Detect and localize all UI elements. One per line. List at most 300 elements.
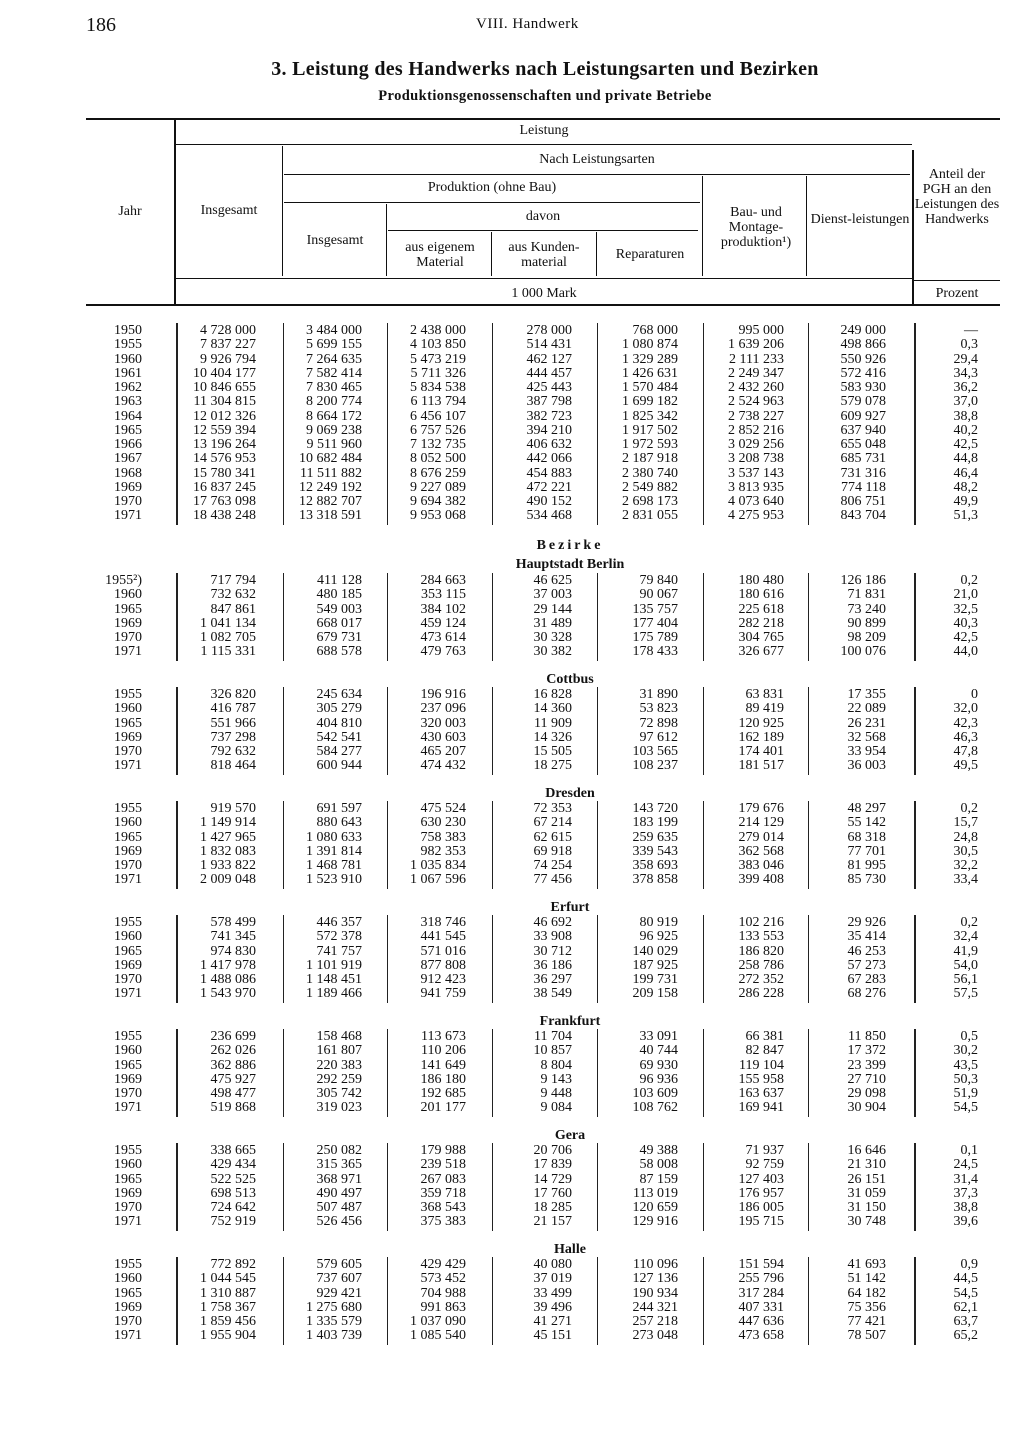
cell-reparaturen: 1 917 502: [622, 422, 678, 438]
cell-prod-insgesamt: 1 403 739: [306, 1328, 362, 1344]
cell-insgesamt: 698 513: [210, 1185, 256, 1201]
cell-bau: 186 005: [738, 1200, 784, 1215]
cell-prod-insgesamt: 411 128: [317, 573, 362, 588]
year-cell: 1961: [114, 365, 142, 381]
cell-kundenmaterial: 31 489: [533, 615, 572, 631]
cell-reparaturen: 31 890: [639, 687, 678, 702]
cell-insgesamt: 13 196 264: [193, 437, 256, 452]
cell-dienst: 68 276: [847, 986, 886, 1002]
year-cell: 1960: [114, 815, 142, 831]
col-davon: davon: [525, 209, 561, 224]
cell-anteil: 47,8: [953, 744, 978, 759]
cell-bau: 180 480: [738, 573, 784, 588]
cell-reparaturen: 96 925: [639, 929, 678, 945]
cell-eigenes-material: 430 603: [420, 729, 466, 745]
cell-bau: 179 676: [738, 801, 784, 816]
cell-anteil: 32,0: [953, 701, 978, 717]
cell-insgesamt: 724 642: [210, 1200, 256, 1215]
cell-eigenes-material: 9 953 068: [410, 508, 466, 524]
col-prod-insgesamt: Insgesamt: [306, 233, 364, 248]
cell-bau: 2 432 260: [728, 380, 784, 395]
col-kundenmaterial: aus Kunden-material: [508, 240, 580, 270]
year-cell: 1965: [114, 1057, 142, 1073]
cell-insgesamt: 1 082 705: [200, 630, 256, 645]
cell-bau: 399 408: [738, 872, 784, 888]
col-bau: Bau- und Montage-produktion¹): [720, 205, 792, 250]
cell-reparaturen: 80 919: [639, 915, 678, 930]
cell-prod-insgesamt: 1 335 579: [306, 1314, 362, 1329]
cell-insgesamt: 12 012 326: [193, 408, 256, 424]
cell-eigenes-material: 353 115: [421, 587, 466, 603]
cell-insgesamt: 1 933 822: [200, 858, 256, 873]
cell-eigenes-material: 359 718: [420, 1185, 466, 1201]
cell-dienst: 77 701: [847, 843, 886, 859]
cell-reparaturen: 244 321: [632, 1299, 678, 1315]
cell-kundenmaterial: 16 828: [533, 687, 572, 702]
cell-dienst: 26 231: [847, 715, 886, 731]
col-eigenes-material: aus eigenem Material: [405, 240, 475, 270]
cell-reparaturen: 127 136: [632, 1271, 678, 1287]
cell-prod-insgesamt: 12 882 707: [299, 494, 362, 509]
cell-bau: 279 014: [738, 829, 784, 845]
cell-insgesamt: 522 525: [210, 1171, 256, 1187]
cell-reparaturen: 2 831 055: [622, 508, 678, 524]
cell-prod-insgesamt: 668 017: [316, 615, 362, 631]
cell-dienst: 46 253: [847, 943, 886, 959]
cell-insgesamt: 17 763 098: [193, 494, 256, 509]
cell-bau: 258 786: [738, 957, 784, 973]
cell-dienst: 98 209: [847, 630, 886, 645]
cell-anteil: 32,5: [953, 601, 978, 617]
cell-prod-insgesamt: 1 391 814: [306, 843, 362, 859]
cell-prod-insgesamt: 542 541: [316, 729, 362, 745]
cell-anteil: 0,9: [960, 1257, 978, 1272]
cell-reparaturen: 2 380 740: [622, 465, 678, 481]
cell-kundenmaterial: 472 221: [526, 479, 572, 495]
cell-bau: 163 637: [738, 1086, 784, 1101]
cell-prod-insgesamt: 220 383: [316, 1057, 362, 1073]
header-rule: [284, 202, 700, 203]
year-cell: 1965: [114, 943, 142, 959]
cell-eigenes-material: 459 124: [420, 615, 466, 631]
cell-anteil: 46,3: [953, 729, 978, 745]
cell-dienst: 498 866: [840, 337, 886, 353]
cell-prod-insgesamt: 584 277: [316, 744, 362, 759]
year-cell: 1970: [114, 1086, 142, 1101]
cell-anteil: 30,5: [953, 843, 978, 859]
cell-anteil: 38,8: [953, 1200, 978, 1215]
district-name: Dresden: [545, 786, 595, 801]
cell-eigenes-material: 630 230: [420, 815, 466, 831]
cell-reparaturen: 259 635: [632, 829, 678, 845]
cell-bau: 447 636: [738, 1314, 784, 1329]
cell-kundenmaterial: 425 443: [526, 380, 572, 395]
cell-anteil: 33,4: [953, 872, 978, 888]
cell-anteil: 41,9: [953, 943, 978, 959]
cell-anteil: 51,9: [953, 1086, 978, 1101]
year-cell: 1955: [114, 915, 142, 930]
cell-dienst: 806 751: [840, 494, 886, 509]
page-number: 186: [86, 14, 116, 36]
cell-reparaturen: 339 543: [632, 843, 678, 859]
cell-bau: 4 073 640: [728, 494, 784, 509]
cell-reparaturen: 108 237: [632, 758, 678, 774]
cell-eigenes-material: 941 759: [420, 986, 466, 1002]
cell-prod-insgesamt: 929 421: [316, 1285, 362, 1301]
cell-kundenmaterial: 490 152: [526, 494, 572, 509]
cell-prod-insgesamt: 5 699 155: [306, 337, 362, 353]
cell-insgesamt: 1 417 978: [200, 957, 256, 973]
cell-anteil: 31,4: [953, 1171, 978, 1187]
cell-dienst: 32 568: [847, 729, 886, 745]
cell-prod-insgesamt: 245 634: [316, 687, 362, 702]
cell-dienst: 843 704: [840, 508, 886, 524]
cell-dienst: 583 930: [840, 380, 886, 395]
cell-reparaturen: 768 000: [632, 323, 678, 338]
cell-anteil: 46,4: [953, 465, 978, 481]
cell-reparaturen: 209 158: [632, 986, 678, 1002]
cell-insgesamt: 717 794: [210, 573, 256, 588]
cell-bau: 3 537 143: [728, 465, 784, 481]
cell-eigenes-material: 368 543: [420, 1200, 466, 1215]
cell-bau: 1 639 206: [728, 337, 784, 353]
cell-anteil: 65,2: [953, 1328, 978, 1344]
col-leistung: Leistung: [519, 123, 569, 138]
cell-anteil: 0,3: [960, 337, 978, 353]
cell-dienst: 55 142: [847, 815, 886, 831]
cell-anteil: 57,5: [953, 986, 978, 1002]
cell-reparaturen: 129 916: [632, 1214, 678, 1230]
cell-bau: 326 677: [738, 644, 784, 660]
cell-eigenes-material: 239 518: [420, 1157, 466, 1173]
year-cell: 1971: [114, 508, 142, 524]
cell-dienst: 22 089: [847, 701, 886, 717]
cell-eigenes-material: 141 649: [420, 1057, 466, 1073]
cell-reparaturen: 2 549 882: [622, 479, 678, 495]
year-cell: 1960: [114, 701, 142, 717]
cell-bau: 272 352: [738, 972, 784, 987]
cell-insgesamt: 974 830: [210, 943, 256, 959]
cell-bau: 995 000: [738, 323, 784, 338]
cell-eigenes-material: 179 988: [420, 1143, 466, 1158]
cell-prod-insgesamt: 8 200 774: [306, 394, 362, 410]
cell-anteil: 56,1: [953, 972, 978, 987]
cell-dienst: 35 414: [847, 929, 886, 945]
cell-eigenes-material: 912 423: [420, 972, 466, 987]
cell-anteil: 29,4: [953, 351, 978, 367]
cell-reparaturen: 97 612: [639, 729, 678, 745]
cell-prod-insgesamt: 12 249 192: [299, 479, 362, 495]
cell-prod-insgesamt: 737 607: [316, 1271, 362, 1287]
cell-eigenes-material: 571 016: [420, 943, 466, 959]
cell-prod-insgesamt: 158 468: [316, 1029, 362, 1044]
cell-dienst: 27 710: [847, 1071, 886, 1087]
cell-anteil: 30,2: [953, 1043, 978, 1059]
cell-eigenes-material: 113 673: [421, 1029, 466, 1044]
cell-eigenes-material: 5 473 219: [410, 351, 466, 367]
cell-dienst: 17 355: [847, 687, 886, 702]
cell-dienst: 67 283: [847, 972, 886, 987]
cell-kundenmaterial: 30 712: [533, 943, 572, 959]
year-cell: 1950: [114, 323, 142, 338]
cell-kundenmaterial: 534 468: [526, 508, 572, 524]
cell-insgesamt: 1 427 965: [200, 829, 256, 845]
col-jahr: Jahr: [118, 204, 142, 219]
cell-reparaturen: 358 693: [632, 858, 678, 873]
cell-reparaturen: 178 433: [632, 644, 678, 660]
cell-dienst: 36 003: [847, 758, 886, 774]
cell-insgesamt: 1 859 456: [200, 1314, 256, 1329]
cell-bau: 255 796: [738, 1271, 784, 1287]
cell-dienst: 81 995: [847, 858, 886, 873]
cell-kundenmaterial: 14 326: [533, 729, 572, 745]
cell-anteil: 40,2: [953, 422, 978, 438]
cell-bau: 133 553: [738, 929, 784, 945]
cell-insgesamt: 9 926 794: [200, 351, 256, 367]
cell-kundenmaterial: 18 285: [533, 1200, 572, 1215]
cell-dienst: 71 831: [847, 587, 886, 603]
cell-anteil: 42,5: [953, 630, 978, 645]
cell-reparaturen: 140 029: [632, 943, 678, 959]
cell-dienst: 68 318: [847, 829, 886, 845]
cell-bau: 3 208 738: [728, 451, 784, 467]
cell-bau: 362 568: [738, 843, 784, 859]
cell-dienst: 29 926: [847, 915, 886, 930]
cell-bau: 214 129: [738, 815, 784, 831]
cell-reparaturen: 33 091: [639, 1029, 678, 1044]
cell-reparaturen: 2 698 173: [622, 494, 678, 509]
cell-kundenmaterial: 74 254: [533, 858, 572, 873]
cell-dienst: 550 926: [840, 351, 886, 367]
cell-reparaturen: 187 925: [632, 957, 678, 973]
year-cell: 1969: [114, 843, 142, 859]
year-cell: 1970: [114, 1200, 142, 1215]
cell-kundenmaterial: 37 019: [533, 1271, 572, 1287]
cell-eigenes-material: 320 003: [420, 715, 466, 731]
cell-kundenmaterial: 20 706: [533, 1143, 572, 1158]
cell-bau: 162 189: [738, 729, 784, 745]
cell-anteil: 50,3: [953, 1071, 978, 1087]
cell-kundenmaterial: 36 186: [533, 957, 572, 973]
year-cell: 1965: [114, 715, 142, 731]
cell-bau: 3 813 935: [728, 479, 784, 495]
cell-eigenes-material: 284 663: [420, 573, 466, 588]
cell-prod-insgesamt: 880 643: [316, 815, 362, 831]
table-title: 3. Leistung des Handwerks nach Leistungsarten und Bezirken: [271, 58, 819, 80]
year-cell: 1971: [114, 986, 142, 1002]
cell-anteil: 37,0: [953, 394, 978, 410]
header-rule: [914, 280, 1000, 281]
year-cell: 1955: [114, 687, 142, 702]
cell-kundenmaterial: 14 360: [533, 701, 572, 717]
cell-eigenes-material: 1 067 596: [410, 872, 466, 888]
header-divider: [282, 146, 283, 276]
cell-reparaturen: 199 731: [632, 972, 678, 987]
cell-dienst: 21 310: [847, 1157, 886, 1173]
cell-kundenmaterial: 72 353: [533, 801, 572, 816]
cell-dienst: 579 078: [840, 394, 886, 410]
cell-kundenmaterial: 37 003: [533, 587, 572, 603]
cell-prod-insgesamt: 446 357: [316, 915, 362, 930]
cell-eigenes-material: 1 035 834: [410, 858, 466, 873]
cell-eigenes-material: 982 353: [420, 843, 466, 859]
year-cell: 1960: [114, 587, 142, 603]
cell-prod-insgesamt: 305 279: [316, 701, 362, 717]
cell-eigenes-material: 479 763: [420, 644, 466, 660]
year-cell: 1964: [114, 408, 142, 424]
chapter-heading: VIII. Handwerk: [476, 16, 579, 32]
cell-insgesamt: 475 927: [210, 1071, 256, 1087]
cell-insgesamt: 1 758 367: [200, 1299, 256, 1315]
year-cell: 1971: [114, 1328, 142, 1344]
cell-reparaturen: 108 762: [632, 1100, 678, 1116]
cell-insgesamt: 362 886: [210, 1057, 256, 1073]
cell-eigenes-material: 473 614: [420, 630, 466, 645]
cell-eigenes-material: 267 083: [420, 1171, 466, 1187]
cell-kundenmaterial: 444 457: [526, 365, 572, 381]
cell-kundenmaterial: 33 908: [533, 929, 572, 945]
cell-bau: 195 715: [738, 1214, 784, 1230]
cell-reparaturen: 257 218: [632, 1314, 678, 1329]
cell-reparaturen: 110 096: [633, 1257, 678, 1272]
cell-kundenmaterial: 454 883: [526, 465, 572, 481]
cell-insgesamt: 416 787: [210, 701, 256, 717]
cell-prod-insgesamt: 319 023: [316, 1100, 362, 1116]
cell-prod-insgesamt: 1 080 633: [306, 829, 362, 845]
cell-anteil: 49,5: [953, 758, 978, 774]
cell-anteil: 42,3: [953, 715, 978, 731]
cell-dienst: 26 151: [847, 1171, 886, 1187]
cell-prod-insgesamt: 315 365: [316, 1157, 362, 1173]
year-cell: 1965: [114, 829, 142, 845]
cell-dienst: 64 182: [847, 1285, 886, 1301]
cell-anteil: 54,5: [953, 1285, 978, 1301]
cell-dienst: 685 731: [840, 451, 886, 467]
cell-anteil: 15,7: [953, 815, 978, 831]
cell-bau: 186 820: [738, 943, 784, 959]
year-cell: 1960: [114, 1043, 142, 1059]
cell-prod-insgesamt: 549 003: [316, 601, 362, 617]
cell-reparaturen: 1 972 593: [622, 437, 678, 452]
year-cell: 1967: [114, 451, 142, 467]
year-cell: 1965: [114, 422, 142, 438]
cell-insgesamt: 10 846 655: [193, 380, 256, 395]
cell-reparaturen: 1 825 342: [622, 408, 678, 424]
table-subtitle: Produktionsgenossenschaften und private Betriebe: [378, 88, 712, 104]
cell-eigenes-material: 237 096: [420, 701, 466, 717]
cell-prod-insgesamt: 741 757: [316, 943, 362, 959]
cell-bau: 304 765: [738, 630, 784, 645]
cell-anteil: 34,3: [953, 365, 978, 381]
cell-bau: 151 594: [738, 1257, 784, 1272]
cell-kundenmaterial: 10 857: [533, 1043, 572, 1059]
cell-kundenmaterial: 462 127: [526, 351, 572, 367]
cell-reparaturen: 96 936: [639, 1071, 678, 1087]
cell-reparaturen: 1 570 484: [622, 380, 678, 395]
cell-prod-insgesamt: 490 497: [316, 1185, 362, 1201]
cell-kundenmaterial: 46 692: [533, 915, 572, 930]
year-cell: 1960: [114, 929, 142, 945]
cell-kundenmaterial: 33 499: [533, 1285, 572, 1301]
col-anteil: Anteil der PGH an den Leistungen des Handwerks: [914, 167, 1000, 227]
cell-kundenmaterial: 30 328: [533, 630, 572, 645]
cell-bau: 317 284: [738, 1285, 784, 1301]
cell-insgesamt: 11 304 815: [193, 394, 256, 410]
cell-bau: 120 925: [738, 715, 784, 731]
cell-anteil: 0,2: [960, 801, 978, 816]
year-cell: 1970: [114, 1314, 142, 1329]
cell-insgesamt: 818 464: [210, 758, 256, 774]
cell-insgesamt: 1 488 086: [200, 972, 256, 987]
cell-eigenes-material: 8 676 259: [410, 465, 466, 481]
cell-bau: 66 381: [745, 1029, 784, 1044]
cell-insgesamt: 18 438 248: [193, 508, 256, 524]
cell-eigenes-material: 6 757 526: [410, 422, 466, 438]
cell-insgesamt: 7 837 227: [200, 337, 256, 353]
year-cell: 1960: [114, 1271, 142, 1287]
cell-insgesamt: 772 892: [210, 1257, 256, 1272]
cell-kundenmaterial: 39 496: [533, 1299, 572, 1315]
header-divider: [806, 176, 807, 276]
cell-kundenmaterial: 46 625: [533, 573, 572, 588]
cell-anteil: —: [964, 323, 978, 338]
year-cell: 1971: [114, 758, 142, 774]
cell-eigenes-material: 429 429: [420, 1257, 466, 1272]
cell-kundenmaterial: 17 839: [533, 1157, 572, 1173]
cell-anteil: 44,0: [953, 644, 978, 660]
cell-eigenes-material: 704 988: [420, 1285, 466, 1301]
header-divider: [491, 232, 492, 276]
cell-anteil: 37,3: [953, 1185, 978, 1201]
year-cell: 1965: [114, 1285, 142, 1301]
cell-kundenmaterial: 8 804: [540, 1057, 572, 1073]
cell-anteil: 42,5: [953, 437, 978, 452]
year-cell: 1971: [114, 1100, 142, 1116]
year-cell: 1955: [114, 1029, 142, 1044]
cell-eigenes-material: 8 052 500: [410, 451, 466, 467]
year-cell: 1955: [114, 801, 142, 816]
cell-dienst: 85 730: [847, 872, 886, 888]
cell-eigenes-material: 2 438 000: [410, 323, 466, 338]
cell-kundenmaterial: 40 080: [533, 1257, 572, 1272]
cell-insgesamt: 1 310 887: [200, 1285, 256, 1301]
cell-dienst: 48 297: [847, 801, 886, 816]
cell-bau: 89 419: [745, 701, 784, 717]
cell-dienst: 572 416: [840, 365, 886, 381]
cell-anteil: 0,5: [960, 1029, 978, 1044]
cell-anteil: 44,5: [953, 1271, 978, 1287]
cell-kundenmaterial: 38 549: [533, 986, 572, 1002]
cell-anteil: 0,2: [960, 573, 978, 588]
cell-kundenmaterial: 18 275: [533, 758, 572, 774]
cell-eigenes-material: 196 916: [420, 687, 466, 702]
cell-reparaturen: 79 840: [639, 573, 678, 588]
cell-reparaturen: 49 388: [639, 1143, 678, 1158]
cell-dienst: 126 186: [840, 573, 886, 588]
cell-anteil: 38,8: [953, 408, 978, 424]
year-cell: 1969: [114, 615, 142, 631]
cell-prod-insgesamt: 480 185: [316, 587, 362, 603]
cell-prod-insgesamt: 679 731: [316, 630, 362, 645]
cell-dienst: 249 000: [840, 323, 886, 338]
district-name: Halle: [554, 1242, 586, 1257]
cell-bau: 286 228: [738, 986, 784, 1002]
cell-kundenmaterial: 21 157: [533, 1214, 572, 1230]
cell-insgesamt: 752 919: [210, 1214, 256, 1230]
cell-kundenmaterial: 29 144: [533, 601, 572, 617]
cell-kundenmaterial: 45 151: [533, 1328, 572, 1344]
cell-prod-insgesamt: 250 082: [316, 1143, 362, 1158]
